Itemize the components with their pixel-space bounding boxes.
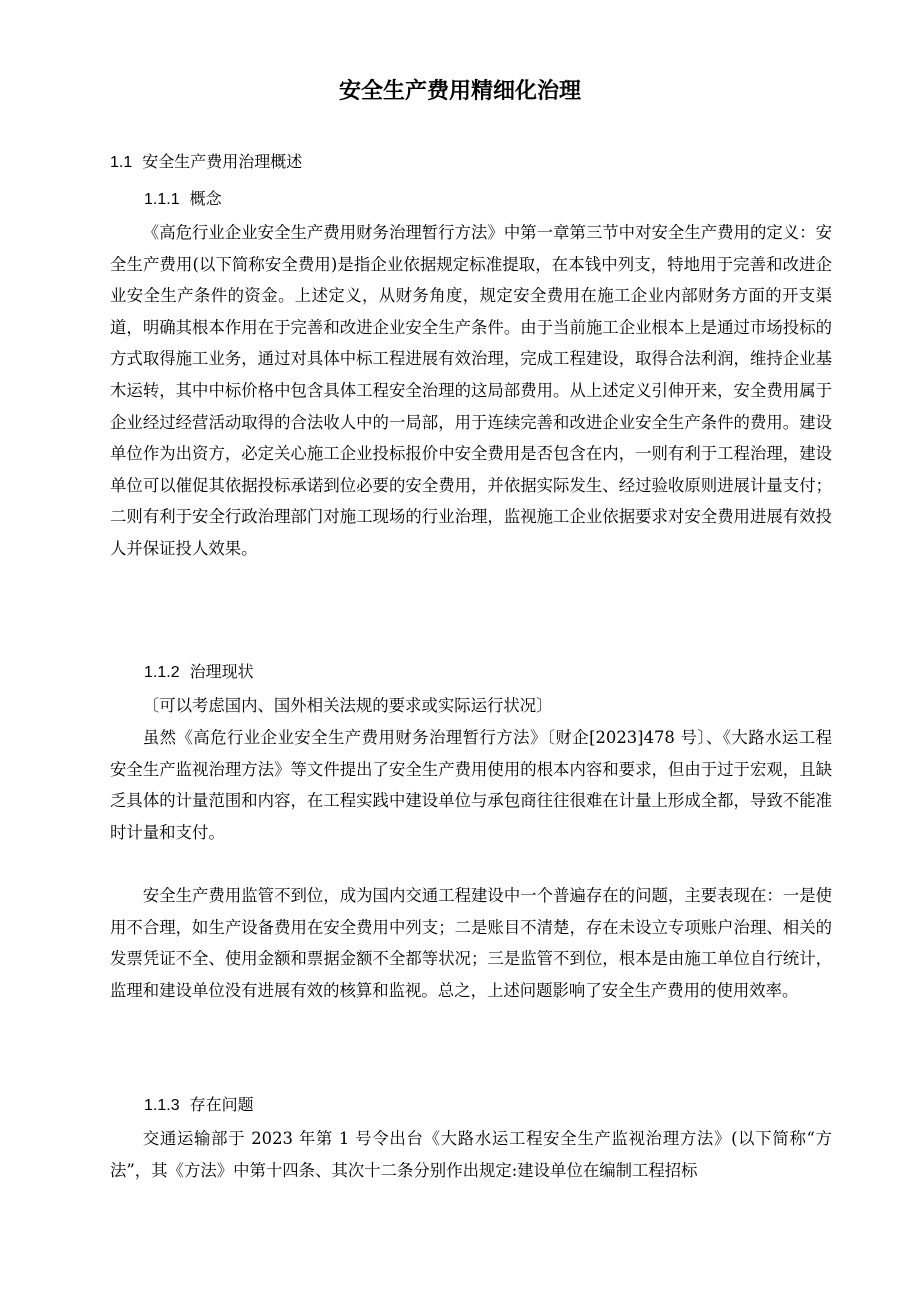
paragraph-concept: 《高危行业企业安全生产费用财务治理暂行方法》中第一章第三节中对安全生产费用的定义：安全生产费用(以下简称安全费用)是指企业依据规定标准提取，在本钱中列支，特地用于完善和改进企业安全生产条件的资金。上述定义，从财务角度，规定安全费用在施工企业内部财务方面的开支渠道，明确其根本作用在于完善和改进企业安全生产条件。由于当前施工企业根本上是通过市场投标的方式取得施工业务，通过对具体中标工程进展有效治理，完成工程建设，取得合法利润，维持企业基木运转，其中中标价格中包含具体工程安全治理的这局部费用。从上述定义引伸开来，安全费用属于企业经过经营活动取得的合法收人中的一局部，用于连续完善和改进企业安全生产条件的费用。建设单位作为出资方，必定关心施工企业投标报价中安全费用是否包含在内，一则有利于工程治理，建设单位可以催促其依据投标承诺到位必要的安全费用，并依据实际发生、经过验收原则进展计量支付；二则有利于安全行政治理部门对施工现场的行业治理，监视施工企业依据要求对安全费用进展有效投人并保证投人效果。 — [110, 223, 832, 558]
section-number: 1.1 — [110, 154, 133, 171]
subsection-title: 存在问题 — [189, 1095, 254, 1114]
subsection-number: 1.1.2 — [144, 664, 180, 681]
subsection-title: 治理现状 — [189, 662, 254, 681]
paragraph-status-2: 安全生产费用监管不到位，成为国内交通工程建设中一个普遍存在的问题，主要表现在：一是使用不合理，如生产设备费用在安全费用中列支；二是账目不清楚，存在未设立专项账户治理、相关的发票凭证不全、使用金额和票据金额不全都等状况；三是监管不到位，根本是由施工单位自行统计，监理和建设单位没有进展有效的核算和监视。总之，上述问题影响了安全生产费用的使用效率。 — [110, 886, 832, 1000]
subsection-heading-status — [144, 660, 254, 685]
document-title: 安全生产费用精细化治理 — [338, 79, 581, 104]
subsection-heading-problems — [144, 1093, 254, 1118]
subsection-heading-concept — [144, 187, 222, 212]
subsection-title: 概念 — [189, 189, 222, 208]
paragraph-status-1: 虽然《高危行业企业安全生产费用财务治理暂行方法》〔财企[2023]478 号〕、《大路水运工程安全生产监视治理方法》等文件提出了安全生产费用使用的根本内容和要求，但由于过于宏观，且缺乏具体的计量范围和内容，在工程实践中建设单位与承包商往往很难在计量上形成全都，导致不能准时计量和支付。 — [110, 728, 832, 842]
section-heading — [110, 150, 302, 175]
paragraph-problems: 交通运输部于 2023 年第 1 号令出台《大路水运工程安全生产监视治理方法》(以下简称“方法”，其《方法》中第十四条、其次十二条分别作出规定:建设单位在编制工程招标 — [110, 1129, 832, 1180]
subsection-number: 1.1.1 — [144, 191, 180, 208]
paragraph-status-note: 〔可以考虑国内、国外相关法规的要求或实际运行状况〕 — [142, 696, 553, 715]
section-title: 安全生产费用治理概述 — [142, 152, 303, 171]
subsection-number: 1.1.3 — [144, 1097, 180, 1114]
